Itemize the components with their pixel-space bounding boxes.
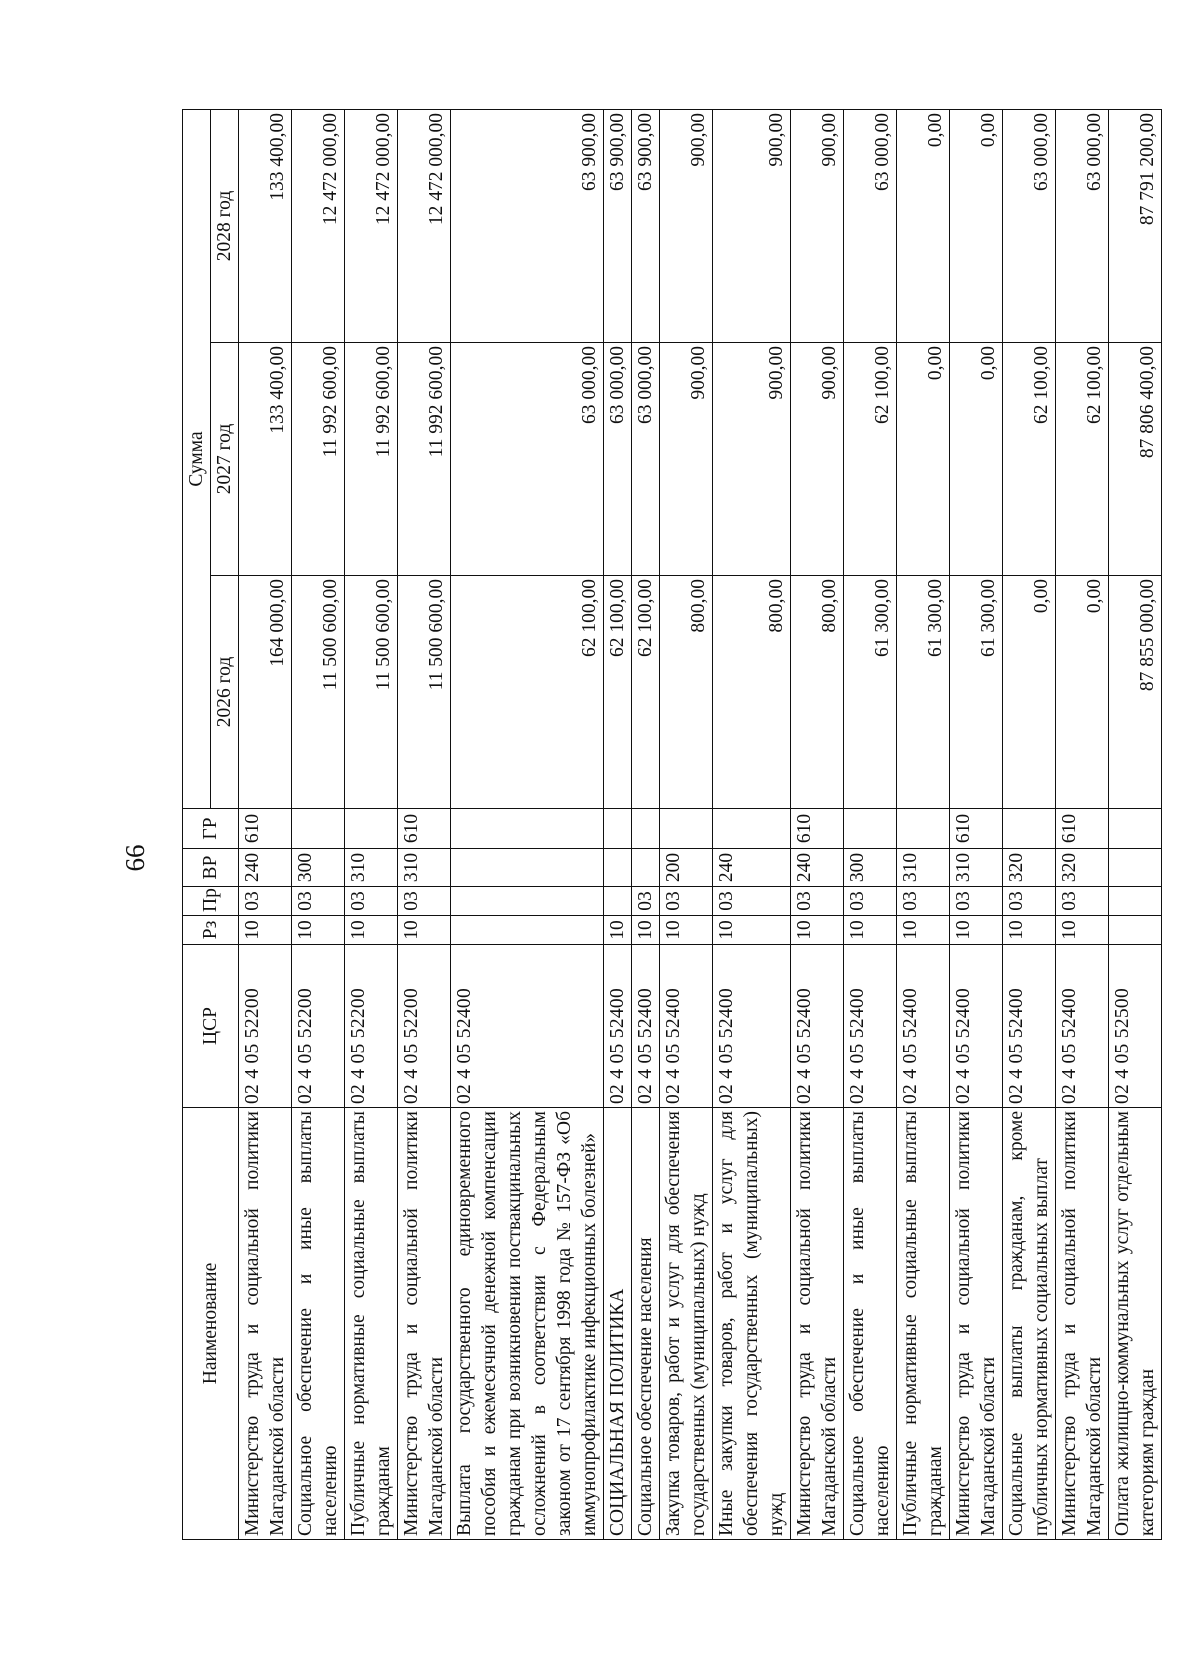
cell-sum-2028: 900,00	[791, 109, 844, 342]
cell-name: Иные закупки товаров, работ и услуг для обеспечения государственных (муниципальных) нужд	[713, 1108, 791, 1540]
cell-name: Министерство труда и социальной политики Магаданской области	[1056, 1108, 1109, 1540]
cell-gr: 610	[239, 809, 292, 849]
cell-vr: 240	[791, 849, 844, 887]
cell-pr: 03	[398, 887, 451, 916]
cell-sum-2028: 63 900,00	[604, 109, 632, 342]
cell-pr: 03	[844, 887, 897, 916]
cell-csr: 02 4 05 52400	[897, 945, 950, 1108]
cell-sum-2026: 800,00	[791, 576, 844, 809]
cell-rz: 10	[844, 916, 897, 945]
cell-rz	[1109, 916, 1162, 945]
cell-pr	[1109, 887, 1162, 916]
table-row	[791, 109, 844, 1539]
cell-pr: 03	[1056, 887, 1109, 916]
cell-sum-2026: 11 500 600,00	[345, 576, 398, 809]
cell-gr	[713, 809, 791, 849]
cell-csr: 02 4 05 52400	[844, 945, 897, 1108]
cell-pr: 03	[345, 887, 398, 916]
cell-sum-2028: 900,00	[713, 109, 791, 342]
cell-pr: 03	[632, 887, 660, 916]
cell-sum-2027: 900,00	[713, 343, 791, 576]
cell-gr	[1003, 809, 1056, 849]
cell-csr: 02 4 05 52200	[239, 945, 292, 1108]
cell-name: Министерство труда и социальной политики Магаданской области	[239, 1108, 292, 1540]
cell-csr: 02 4 05 52200	[398, 945, 451, 1108]
cell-name: Закупка товаров, работ и услуг для обеспечения государственных (муниципальных) нужд	[660, 1108, 713, 1540]
header-pr: Пр	[183, 887, 239, 916]
cell-rz: 10	[604, 916, 632, 945]
cell-csr: 02 4 05 52400	[451, 945, 604, 1108]
cell-sum-2026: 0,00	[1003, 576, 1056, 809]
cell-sum-2027: 900,00	[660, 343, 713, 576]
cell-gr	[451, 809, 604, 849]
cell-rz: 10	[950, 916, 1003, 945]
budget-table	[182, 109, 1162, 1540]
cell-sum-2026: 800,00	[713, 576, 791, 809]
cell-name: Публичные нормативные социальные выплаты гражданам	[345, 1108, 398, 1540]
cell-gr: 610	[1056, 809, 1109, 849]
table-row	[604, 109, 632, 1539]
cell-sum-2026: 62 100,00	[451, 576, 604, 809]
cell-sum-2026: 61 300,00	[844, 576, 897, 809]
cell-name: СОЦИАЛЬНАЯ ПОЛИТИКА	[604, 1108, 632, 1540]
table-row	[950, 109, 1003, 1539]
cell-vr: 200	[660, 849, 713, 887]
cell-sum-2028: 63 900,00	[632, 109, 660, 342]
cell-csr: 02 4 05 52400	[791, 945, 844, 1108]
cell-sum-2026: 11 500 600,00	[398, 576, 451, 809]
cell-name: Социальное обеспечение населения	[632, 1108, 660, 1540]
table-row	[1056, 109, 1109, 1539]
cell-vr: 310	[345, 849, 398, 887]
cell-name: Социальные выплаты гражданам, кроме публичных нормативных социальных выплат	[1003, 1108, 1056, 1540]
cell-csr: 02 4 05 52400	[950, 945, 1003, 1108]
cell-rz: 10	[1056, 916, 1109, 945]
header-rz: Рз	[183, 916, 239, 945]
cell-pr: 03	[791, 887, 844, 916]
table-row	[1109, 109, 1162, 1539]
cell-pr: 03	[239, 887, 292, 916]
table-row	[632, 109, 660, 1539]
cell-sum-2026: 87 855 000,00	[1109, 576, 1162, 809]
cell-sum-2028: 133 400,00	[239, 109, 292, 342]
table-row	[844, 109, 897, 1539]
header-sum: Сумма	[183, 109, 211, 808]
page-number: 66	[119, 844, 150, 872]
cell-sum-2028: 63 000,00	[844, 109, 897, 342]
cell-sum-2028: 12 472 000,00	[345, 109, 398, 342]
cell-vr: 300	[844, 849, 897, 887]
cell-sum-2026: 164 000,00	[239, 576, 292, 809]
cell-gr	[345, 809, 398, 849]
cell-vr: 300	[292, 849, 345, 887]
cell-gr	[292, 809, 345, 849]
cell-pr: 03	[292, 887, 345, 916]
cell-sum-2027: 133 400,00	[239, 343, 292, 576]
cell-sum-2027: 11 992 600,00	[292, 343, 345, 576]
cell-vr: 310	[950, 849, 1003, 887]
cell-vr: 240	[713, 849, 791, 887]
cell-sum-2028: 87 791 200,00	[1109, 109, 1162, 342]
cell-sum-2026: 61 300,00	[897, 576, 950, 809]
cell-csr: 02 4 05 52400	[660, 945, 713, 1108]
cell-csr: 02 4 05 52400	[1056, 945, 1109, 1108]
cell-sum-2028: 63 000,00	[1056, 109, 1109, 342]
cell-csr: 02 4 05 52400	[1003, 945, 1056, 1108]
budget-table-rotated	[182, 110, 1158, 1540]
cell-vr: 310	[398, 849, 451, 887]
cell-sum-2027: 62 100,00	[844, 343, 897, 576]
cell-sum-2027: 87 806 400,00	[1109, 343, 1162, 576]
cell-gr: 610	[950, 809, 1003, 849]
cell-csr: 02 4 05 52200	[292, 945, 345, 1108]
header-csr: ЦСР	[183, 945, 239, 1108]
cell-sum-2028: 63 900,00	[451, 109, 604, 342]
cell-rz: 10	[632, 916, 660, 945]
cell-name: Публичные нормативные социальные выплаты гражданам	[897, 1108, 950, 1540]
cell-csr: 02 4 05 52200	[345, 945, 398, 1108]
header-2026: 2026 год	[211, 576, 239, 809]
cell-rz	[451, 916, 604, 945]
header-gr: ГР	[183, 809, 239, 849]
cell-vr	[632, 849, 660, 887]
header-vr: ВР	[183, 849, 239, 887]
table-header	[183, 109, 239, 1539]
cell-sum-2027: 63 000,00	[451, 343, 604, 576]
cell-name: Социальное обеспечение и иные выплаты населению	[844, 1108, 897, 1540]
table-row	[897, 109, 950, 1539]
cell-gr	[1109, 809, 1162, 849]
cell-sum-2027: 63 000,00	[632, 343, 660, 576]
cell-pr: 03	[897, 887, 950, 916]
cell-sum-2026: 11 500 600,00	[292, 576, 345, 809]
cell-gr	[897, 809, 950, 849]
cell-rz: 10	[1003, 916, 1056, 945]
header-name: Наименование	[183, 1108, 239, 1540]
cell-name: Выплата государственного единовременного пособия и ежемесячной денежной компенсации гражданам при возникновении поствакцинальных осложнений в соответствии с Федеральным законом от 17 сентября 1998 года № 157-ФЗ «Об иммунопрофилактике инфекционных болезней»	[451, 1108, 604, 1540]
cell-sum-2027: 11 992 600,00	[345, 343, 398, 576]
cell-sum-2027: 62 100,00	[1056, 343, 1109, 576]
cell-vr: 320	[1003, 849, 1056, 887]
cell-csr: 02 4 05 52400	[604, 945, 632, 1108]
cell-sum-2028: 63 000,00	[1003, 109, 1056, 342]
cell-csr: 02 4 05 52400	[713, 945, 791, 1108]
cell-name: Оплата жилищно-коммунальных услуг отдельным категориям граждан	[1109, 1108, 1162, 1540]
cell-sum-2028: 0,00	[897, 109, 950, 342]
cell-name: Социальное обеспечение и иные выплаты населению	[292, 1108, 345, 1540]
cell-pr	[451, 887, 604, 916]
cell-sum-2027: 0,00	[950, 343, 1003, 576]
table-row	[1003, 109, 1056, 1539]
cell-sum-2027: 0,00	[897, 343, 950, 576]
cell-vr	[1109, 849, 1162, 887]
cell-pr	[604, 887, 632, 916]
cell-sum-2026: 61 300,00	[950, 576, 1003, 809]
cell-sum-2028: 12 472 000,00	[398, 109, 451, 342]
cell-sum-2027: 11 992 600,00	[398, 343, 451, 576]
cell-name: Министерство труда и социальной политики Магаданской области	[950, 1108, 1003, 1540]
cell-rz: 10	[660, 916, 713, 945]
table-row	[292, 109, 345, 1539]
cell-vr: 240	[239, 849, 292, 887]
cell-rz: 10	[239, 916, 292, 945]
cell-rz: 10	[398, 916, 451, 945]
cell-gr	[632, 809, 660, 849]
cell-rz: 10	[897, 916, 950, 945]
cell-sum-2027: 62 100,00	[1003, 343, 1056, 576]
cell-sum-2028: 12 472 000,00	[292, 109, 345, 342]
cell-sum-2027: 63 000,00	[604, 343, 632, 576]
cell-rz: 10	[791, 916, 844, 945]
cell-sum-2028: 900,00	[660, 109, 713, 342]
cell-gr	[844, 809, 897, 849]
table-row	[451, 109, 604, 1539]
cell-vr	[604, 849, 632, 887]
cell-sum-2026: 0,00	[1056, 576, 1109, 809]
cell-sum-2026: 62 100,00	[632, 576, 660, 809]
table-body	[239, 109, 1162, 1539]
cell-rz: 10	[713, 916, 791, 945]
table-row	[239, 109, 292, 1539]
header-2027: 2027 год	[211, 343, 239, 576]
cell-pr: 03	[950, 887, 1003, 916]
cell-gr: 610	[398, 809, 451, 849]
cell-vr	[451, 849, 604, 887]
cell-pr: 03	[1003, 887, 1056, 916]
header-2028: 2028 год	[211, 109, 239, 342]
cell-vr: 320	[1056, 849, 1109, 887]
cell-rz: 10	[345, 916, 398, 945]
cell-sum-2028: 0,00	[950, 109, 1003, 342]
cell-vr: 310	[897, 849, 950, 887]
cell-pr: 03	[660, 887, 713, 916]
table-row	[660, 109, 713, 1539]
cell-pr: 03	[713, 887, 791, 916]
cell-name: Министерство труда и социальной политики Магаданской области	[791, 1108, 844, 1540]
cell-gr	[604, 809, 632, 849]
cell-sum-2026: 62 100,00	[604, 576, 632, 809]
cell-gr: 610	[791, 809, 844, 849]
table-row	[398, 109, 451, 1539]
cell-csr: 02 4 05 52500	[1109, 945, 1162, 1108]
table-row	[345, 109, 398, 1539]
cell-csr: 02 4 05 52400	[632, 945, 660, 1108]
table-row	[713, 109, 791, 1539]
cell-name: Министерство труда и социальной политики Магаданской области	[398, 1108, 451, 1540]
cell-sum-2027: 900,00	[791, 343, 844, 576]
cell-sum-2026: 800,00	[660, 576, 713, 809]
cell-gr	[660, 809, 713, 849]
cell-rz: 10	[292, 916, 345, 945]
